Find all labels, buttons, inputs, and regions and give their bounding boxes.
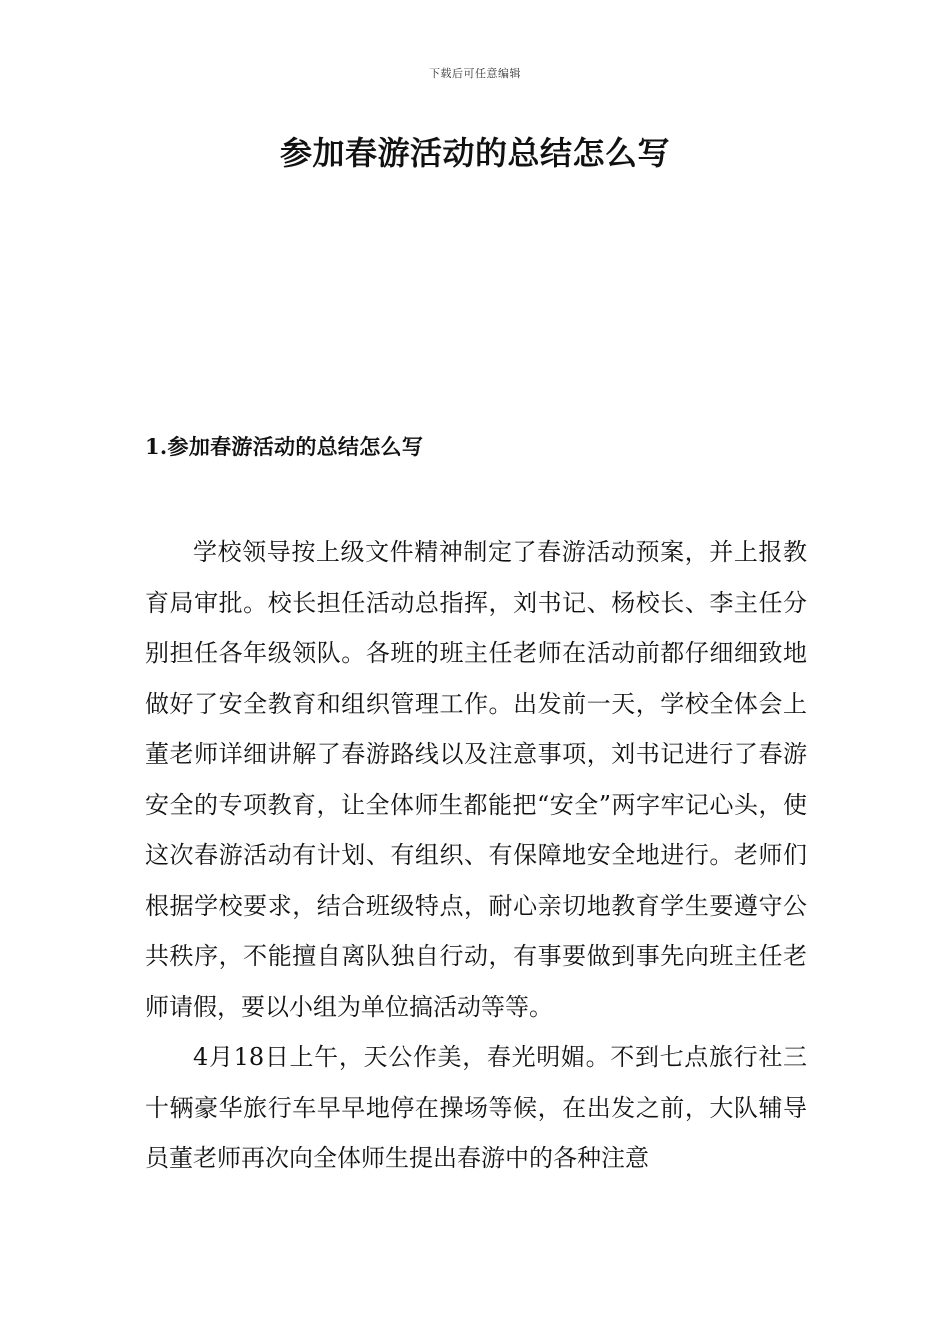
header-note: 下载后可任意编辑 [429,67,521,80]
paragraph: 4月18日上午，天公作美，春光明媚。不到七点旅行社三十辆豪华旅行车早早地停在操场等候，在出发之前，大队辅导员董老师再次向全体师生提出春游中的各种注意 [145,1043,807,1172]
body-text [145,527,807,1184]
document-title: 参加春游活动的总结怎么写 [279,134,670,172]
section-heading: 1.参加春游活动的总结怎么写 [145,434,424,459]
paragraph: 学校领导按上级文件精神制定了春游活动预案，并上报教育局审批。校长担任活动总指挥，刘书记、杨校长、李主任分别担任各年级领队。各班的班主任老师在活动前都仔细细致地做好了安全教育和组织管理工作。出发前一天，学校全体会上董老师详细讲解了春游路线以及注意事项，刘书记进行了春游安全的专项教育，让全体师生都能把“安全”两字牢记心头，使这次春游活动有计划、有组织、有保障地安全地进行。老师们根据学校要求，结合班级特点，耐心亲切地教育学生要遵守公共秩序，不能擅自离队独自行动，有事要做到事先向班主任老师请假，要以小组为单位搞活动等等。 [145,538,807,1021]
